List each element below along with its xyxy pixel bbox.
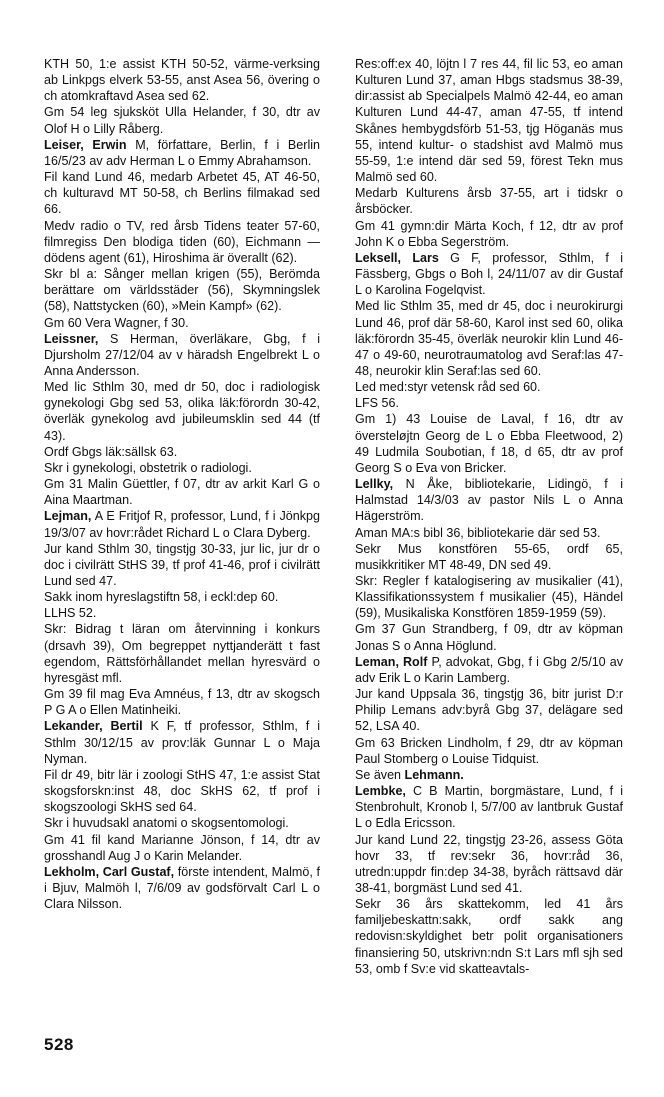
entry-text: Gm 63 Bricken Lindholm, f 29, dtr av köpman Paul Stomberg o Louise Tidquist. xyxy=(355,735,623,766)
entry-text: Sakk inom hyreslagstiftn 58, i eckl:dep 60. xyxy=(44,590,279,605)
entry-headword: Leissner, xyxy=(44,331,99,346)
entry-text: G F, professor, Sthlm, f i Fässberg, Gbgs o Boh l, 24/11/07 av dir Gustaf L o Karolina Fogelqvist. xyxy=(355,250,623,298)
entry-paragraph xyxy=(44,379,320,444)
entry-text: Skr: Regler f katalogisering av musikalier (41), Klassifikationssystem f musikalier (45), Händel (59), Musikaliska Konstfören 1859-1959 (59). xyxy=(355,574,623,621)
entry-paragraph xyxy=(44,815,320,831)
entry-paragraph xyxy=(355,411,623,476)
entry-headword: Leman, Rolf xyxy=(355,654,428,669)
entry-heading-paragraph xyxy=(44,864,320,912)
cross-reference: Lehmann. xyxy=(404,767,464,782)
entry-text: Ordf Gbgs läk:sällsk 63. xyxy=(44,444,178,459)
entry-headword: Lekander, Bertil xyxy=(44,719,143,734)
entry-heading-paragraph xyxy=(44,718,320,766)
entry-text: Gm 39 fil mag Eva Amnéus, f 13, dtr av skogsch P G A o Ellen Matinheiki. xyxy=(44,687,320,718)
entry-text: Res:off:ex 40, löjtn l 7 res 44, fil lic 53, eo aman Kulturen Lund 37, aman Hbgs stadsmus 38-39, dir:assist ab Specialpels Malmö 42-44, eo aman Kulturen Lund 44-47, aman 47-55, tf intend Skånes hembygdsförb 51-53, tjg Höganäs mus 55, intend kultur- o stadshist avd Malmö mus 55-59, 1:e intend där sed 59, förest Tekn mus Malmö sed 60. xyxy=(355,57,623,185)
entry-text: Gm 54 leg sjuksköt Ulla Helander, f 30, dtr av Olof H o Lilly Råberg. xyxy=(44,105,320,136)
entry-paragraph xyxy=(44,315,320,331)
entry-paragraph xyxy=(355,735,623,767)
entry-paragraph xyxy=(355,525,623,541)
entry-text: S Herman, överläkare, Gbg, f i Djursholm 27/12/04 av v häradsh Engelbrekt L o Anna Andersson. xyxy=(44,331,320,378)
entry-text: Aman MA:s bibl 36, bibliotekarie där sed 53. xyxy=(355,525,601,540)
entry-heading-paragraph xyxy=(44,137,320,169)
entry-text: Sekr 36 års skattekomm, led 41 års familjebeskattn:sakk, ordf sakk ang redovisn:skyldighet betr polit organisationers finansiering 50, utskrivn:ndn S:t Lars mfl sjh sed 53, omb f Sv:e vid skatteavtals- xyxy=(355,897,623,976)
entry-heading-paragraph xyxy=(355,654,623,686)
entry-text: LFS 56. xyxy=(355,396,399,411)
entry-text: Se även xyxy=(355,767,405,782)
entry-heading-paragraph xyxy=(355,250,623,298)
entry-text: Fil kand Lund 46, medarb Arbetet 45, AT 46-50, ch kulturavd MT 50-58, ch Berlins filmakad sed 66. xyxy=(44,170,320,217)
entry-paragraph xyxy=(355,832,623,897)
entry-text: förste intendent, Malmö, f i Bjuv, Malmöh l, 7/6/09 av godsförvalt Carl L o Clara Nilsson. xyxy=(44,864,320,912)
entry-headword: Lejman, xyxy=(44,509,92,524)
entry-paragraph xyxy=(44,104,320,136)
entry-text: Med lic Sthlm 30, med dr 50, doc i radiologisk gynekologi Gbg sed 53, olika läk:förordn 30-42, överläk gynekolog avd jubileumsklin sed 44 (tf 43). xyxy=(44,380,320,443)
entry-paragraph xyxy=(355,56,623,185)
entry-heading-paragraph xyxy=(355,476,623,524)
entry-text: Sekr Mus konstfören 55-65, ordf 65, musikkritiker MT 48-49, DN sed 49. xyxy=(355,541,623,572)
entry-paragraph xyxy=(355,541,623,573)
entry-text: Gm 41 fil kand Marianne Jönson, f 14, dtr av grosshandl Aug J o Karin Melander. xyxy=(44,832,320,863)
entry-text: N Åke, bibliotekarie, Lidingö, f i Halmstad 14/3/03 av pastor Nils L o Anna Hägerström. xyxy=(355,477,623,524)
entry-paragraph xyxy=(44,605,320,621)
entry-paragraph xyxy=(44,541,320,589)
entry-text: M, författare, Berlin, f i Berlin 16/5/23 av adv Herman L o Emmy Abrahamson. xyxy=(44,137,320,168)
entry-text: Jur kand Sthlm 30, tingstjg 30-33, jur lic, jur dr o doc i civilrätt StHS 39, tf prof 41-46, prof i civilrätt Lund sed 47. xyxy=(44,541,320,588)
entry-paragraph xyxy=(44,460,320,476)
entry-text: K F, tf professor, Sthlm, f i Sthlm 30/12/15 av prov:läk Gunnar L o Maja Nyman. xyxy=(44,719,320,766)
entry-text: Medarb Kulturens årsb 37-55, art i tidskr o årsböcker. xyxy=(355,186,623,217)
entry-paragraph xyxy=(44,266,320,314)
entry-text: Skr i huvudsakl anatomi o skogsentomologi. xyxy=(44,816,289,831)
entry-paragraph xyxy=(355,896,623,977)
entry-text: Skr i gynekologi, obstetrik o radiologi. xyxy=(44,460,252,475)
entry-text: Gm 41 gymn:dir Märta Koch, f 12, dtr av prof John K o Ebba Segerström. xyxy=(355,218,623,249)
entry-paragraph xyxy=(44,218,320,266)
entry-paragraph xyxy=(355,185,623,217)
entry-headword: Lellky, xyxy=(355,477,394,492)
entry-paragraph xyxy=(44,832,320,864)
entry-text: Gm 60 Vera Wagner, f 30. xyxy=(44,315,189,330)
entry-paragraph xyxy=(355,218,623,250)
entry-paragraph xyxy=(44,56,320,104)
entry-text: P, advokat, Gbg, f i Gbg 2/5/10 av adv Erik L o Karin Lamberg. xyxy=(355,654,623,685)
entry-headword: Leiser, Erwin xyxy=(44,137,127,152)
entry-paragraph xyxy=(44,686,320,718)
entry-headword: Leksell, Lars xyxy=(355,250,439,265)
entry-text: Led med:styr vetensk råd sed 60. xyxy=(355,380,541,395)
entry-text: Skr: Bidrag t läran om återvinning i konkurs (drsavh 39), Om begreppet nyttjanderätt t fast egendom, Rättsförhållandet mellan hyresvärd o hyresgäst mfl. xyxy=(44,622,320,685)
entry-paragraph xyxy=(355,298,623,379)
entry-paragraph xyxy=(44,169,320,217)
entry-text: Gm 31 Malin Güettler, f 07, dtr av arkit Karl G o Aina Maartman. xyxy=(44,477,320,508)
entry-headword: Lekholm, Carl Gustaf, xyxy=(44,864,175,879)
entry-text: Med lic Sthlm 35, med dr 45, doc i neurokirurgi Lund 46, prof där 58-60, Karol inst sed 60, olika läk:förordn 35-45, överläk neurokir klin Lund 46-47 o 49-60, neurotraumatolog avd Seraf:las 47-48, neurokir klin Seraf:las sed 60. xyxy=(355,299,623,378)
entry-paragraph xyxy=(355,621,623,653)
entry-heading-paragraph xyxy=(355,783,623,831)
entry-text: Skr bl a: Sånger mellan krigen (55), Berömda berättare om världsstäder (56), Skymningslek (58), Nattstycken (60), »Mein Kampf» (62). xyxy=(44,267,320,314)
entry-text: LLHS 52. xyxy=(44,606,97,621)
entry-paragraph xyxy=(355,395,623,411)
entry-paragraph xyxy=(44,767,320,815)
entry-text: Jur kand Lund 22, tingstjg 23-26, assess Göta hovr 33, tf rev:sekr 36, hovr:råd 36, utredn:uppdr fin:dep 34-38, byråch rättsavd där 38-41, borgmäst Lund sed 41. xyxy=(355,832,623,895)
entry-paragraph xyxy=(355,573,623,621)
entry-paragraph xyxy=(44,476,320,508)
entry-text: C B Martin, borgmästare, Lund, f i Stenbrohult, Kronob l, 5/7/00 av lantbruk Gustaf L o Edla Ericsson. xyxy=(355,784,623,831)
entry-text: Medv radio o TV, red årsb Tidens teater 57-60, filmregiss Den blodiga tiden (60), Eichmann — dödens agent (61), Hiroshima är överallt (62). xyxy=(44,218,320,265)
entry-text: A E Fritjof R, professor, Lund, f i Jönkpg 19/3/07 av hovr:rådet Richard L o Clara Dyberg. xyxy=(44,509,320,540)
entry-heading-paragraph xyxy=(44,331,320,379)
left-column xyxy=(44,56,320,912)
entry-text: Fil dr 49, bitr lär i zoologi StHS 47, 1:e assist Stat skogsforskn:inst 48, doc SkHS 62, tf prof i skogszoologi SkHS sed 64. xyxy=(44,767,320,815)
entry-text: Jur kand Uppsala 36, tingstjg 36, bitr jurist D:r Philip Lemans adv:byrå Gbg 37, delägare sed 52, LSA 40. xyxy=(355,687,623,734)
entry-heading-paragraph xyxy=(44,508,320,540)
page-number: 528 xyxy=(44,1035,74,1054)
entry-headword: Lembke, xyxy=(355,784,406,799)
right-column xyxy=(355,56,623,977)
entry-paragraph xyxy=(355,767,623,783)
entry-paragraph xyxy=(44,621,320,686)
entry-text: Gm 37 Gun Strandberg, f 09, dtr av köpman Jonas S o Anna Höglund. xyxy=(355,622,623,653)
entry-paragraph xyxy=(44,589,320,605)
entry-paragraph xyxy=(355,379,623,395)
entry-text: KTH 50, 1:e assist KTH 50-52, värme-verksing ab Linkpgs elverk 53-55, anst Asea 56, övering o ch atomkraftavd Asea sed 62. xyxy=(44,57,320,104)
entry-paragraph xyxy=(355,686,623,734)
entry-paragraph xyxy=(44,444,320,460)
entry-text: Gm 1) 43 Louise de Laval, f 16, dtr av översteløjtn Georg de L o Ebba Fleetwood, 2) 49 Ludmila Soubotian, f 18, d 65, dtr av prof Georg S o Eva von Bricker. xyxy=(355,412,623,475)
